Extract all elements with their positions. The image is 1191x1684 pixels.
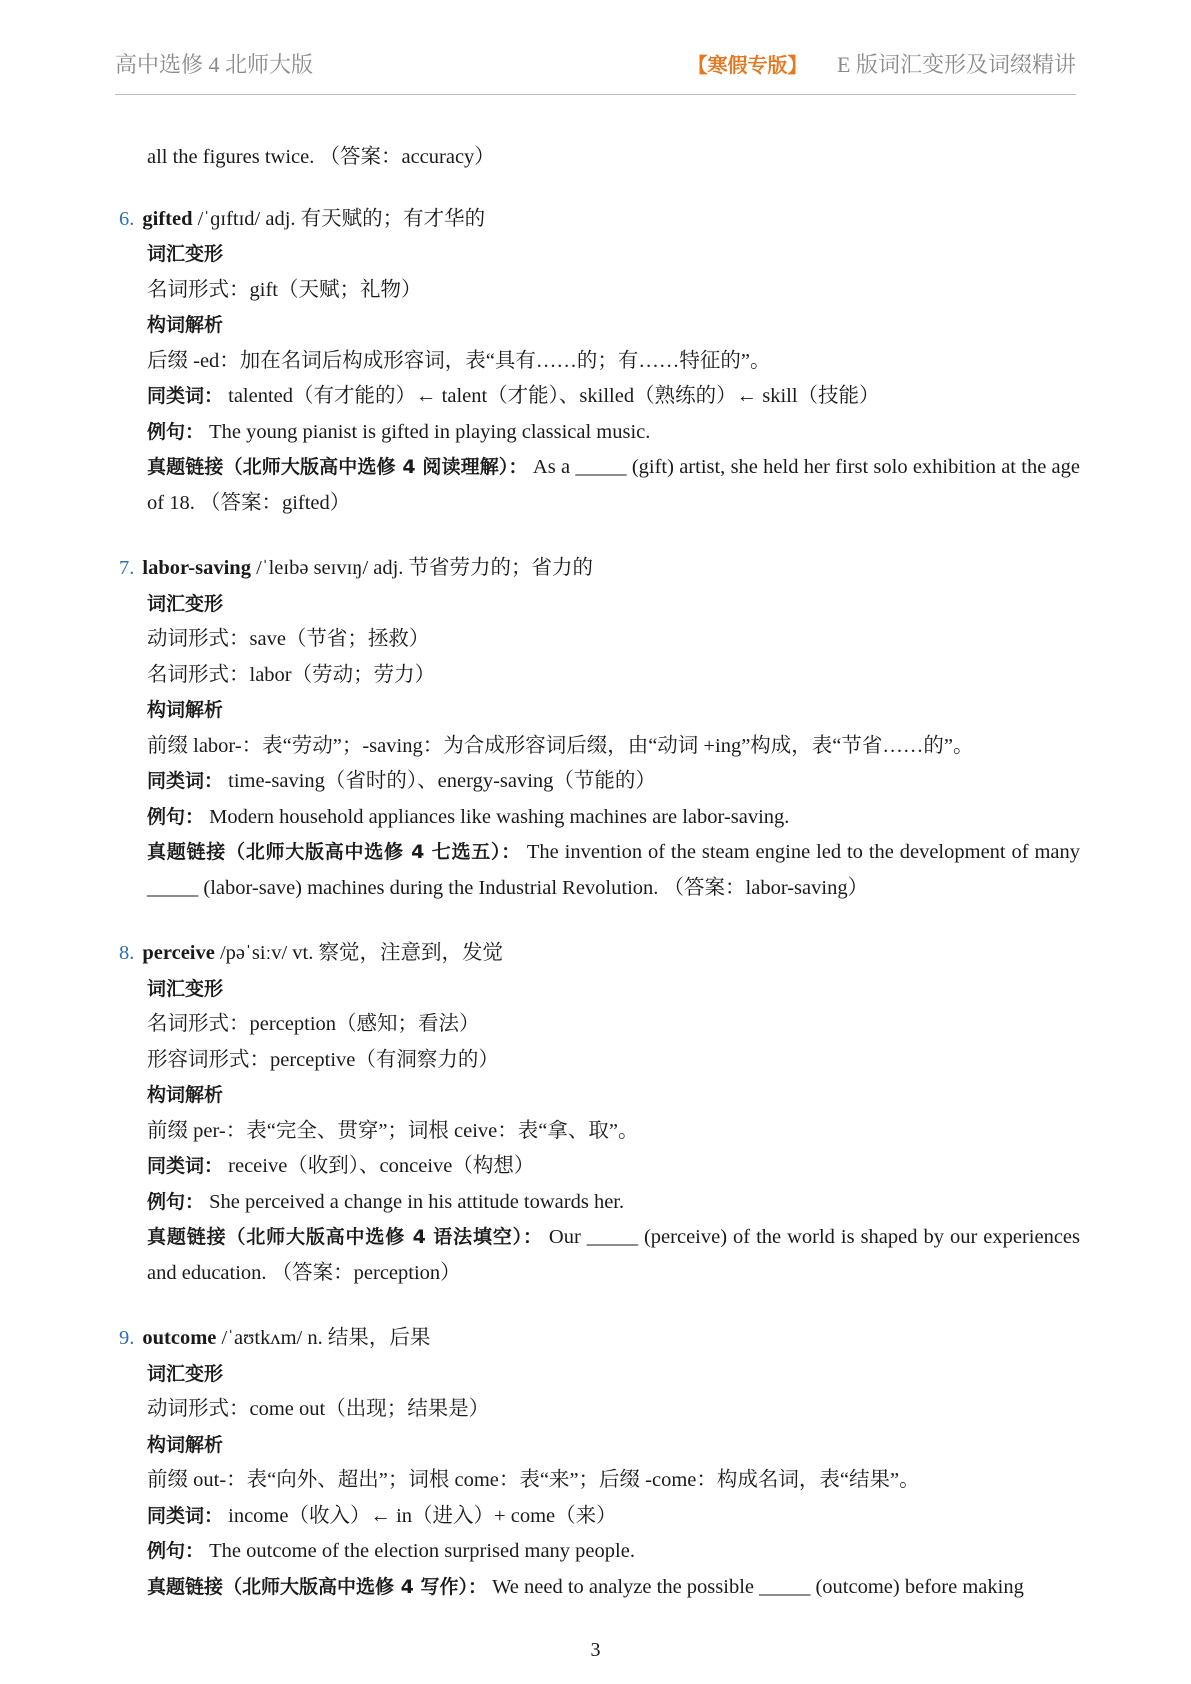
similar-words — [115, 764, 1080, 800]
section-label-analysis: 构词解析 — [147, 1084, 224, 1106]
header-edition-badge: 【寒假专版】 — [687, 53, 808, 77]
entry-headword — [115, 551, 1080, 587]
exam-label: 真题链接（北师大版高中选修 4 阅读理解）： — [147, 456, 528, 478]
vocab-entry-outcome — [115, 1321, 1080, 1605]
entry-headword — [115, 936, 1080, 972]
headword: perceive — [142, 942, 215, 964]
exam-label: 真题链接（北师大版高中选修 4 语法填空）： — [147, 1226, 543, 1248]
similar-text: receive（收到）、conceive（构想） — [223, 1155, 535, 1177]
headword-definition: /pəˈsiːv/ vt. 察觉，注意到，发觉 — [214, 942, 503, 964]
similar-label: 同类词： — [147, 385, 224, 407]
vocab-entry-perceive — [115, 936, 1080, 1291]
example-text: The outcome of the election surprised many people. — [204, 1540, 635, 1562]
entry-headword — [115, 202, 1080, 238]
section-label-analysis: 构词解析 — [147, 1433, 224, 1456]
word-form: 形容词形式：perceptive（有洞察力的） — [147, 1048, 499, 1071]
word-form: 名词形式：gift（天赋；礼物） — [147, 278, 422, 301]
similar-words — [115, 1149, 1080, 1185]
lead-line: all the figures twice. （答案：accuracy） — [147, 146, 495, 168]
header-right — [688, 48, 1076, 79]
similar-words — [115, 379, 1080, 415]
page-number: 3 — [590, 1639, 601, 1661]
example-text: Modern household appliances like washing machines are labor-saving. — [204, 805, 790, 828]
exam-text: The invention of the steam engine led to the development of many _____ (labor-save) machines during the Industrial Revolution. （答案：labor-saving） — [147, 841, 1080, 899]
page-header — [115, 44, 1076, 95]
example-label: 例句： — [147, 420, 205, 443]
word-analysis: 后缀 -ed：加在名词后构成形容词，表“具有……的；有……特征的”。 — [147, 349, 771, 372]
word-analysis: 前缀 labor-：表“劳动”；-saving：为合成形容词后缀，由“动词 +ing”构成，表“节省……的”。 — [147, 734, 974, 757]
headword-definition: /ˈɡɪftɪd/ adj. 有天赋的；有才华的 — [192, 207, 486, 230]
section-label-change: 词汇变形 — [147, 977, 224, 1000]
example-sentence — [115, 1185, 1080, 1221]
word-analysis: 前缀 out-：表“向外、超出”；词根 come：表“来”；后缀 -come：构成名词，表“结果”。 — [147, 1469, 920, 1491]
entry-headword — [115, 1321, 1080, 1357]
example-label: 例句： — [147, 805, 205, 828]
example-sentence — [115, 1534, 1080, 1570]
exam-link — [115, 1220, 1080, 1291]
similar-label: 同类词： — [147, 1155, 224, 1177]
word-analysis: 前缀 per-：表“完全、贯穿”；词根 ceive：表“拿、取”。 — [147, 1119, 639, 1142]
word-form: 名词形式：labor（劳动；劳力） — [147, 663, 436, 686]
header-book-title: 高中选修 4 北师大版 — [115, 52, 314, 77]
example-sentence — [115, 415, 1080, 451]
vocab-entry-labor-saving — [115, 551, 1080, 906]
headword-definition: /ˈleɪbə seɪvɪŋ/ adj. 节省劳力的；省力的 — [250, 557, 594, 579]
example-sentence — [115, 800, 1080, 836]
similar-text: income（收入）← in（进入）+ come（来） — [223, 1504, 617, 1527]
headword: gifted — [142, 207, 193, 230]
word-form: 动词形式：save（节省；拯救） — [147, 628, 430, 650]
example-text: The young pianist is gifted in playing classical music. — [204, 420, 651, 443]
section-label-analysis: 构词解析 — [147, 314, 224, 336]
page-content — [115, 140, 1080, 1635]
example-label: 例句： — [147, 1190, 205, 1213]
header-section-title: E 版词汇变形及词缀精讲 — [837, 52, 1076, 77]
vocab-entry-gifted — [115, 202, 1080, 522]
example-label: 例句： — [147, 1540, 205, 1562]
exam-link — [115, 450, 1080, 521]
word-form: 名词形式：perception（感知；看法） — [147, 1013, 480, 1035]
similar-text: talented（有才能的）← talent（才能）、skilled（熟练的）← skill（技能） — [223, 385, 880, 407]
section-label-analysis: 构词解析 — [147, 699, 224, 721]
word-form: 动词形式：come out（出现；结果是） — [147, 1398, 490, 1420]
similar-label: 同类词： — [147, 770, 224, 792]
exam-label: 真题链接（北师大版高中选修 4 写作）： — [147, 1575, 487, 1598]
headword: outcome — [142, 1327, 217, 1349]
headword-definition: /ˈaʊtkʌm/ n. 结果，后果 — [216, 1327, 431, 1349]
similar-label: 同类词： — [147, 1504, 224, 1527]
entry-number: 6. — [119, 207, 135, 230]
exam-text: Our _____ (perceive) of the world is shaped by our experiences and education. （答案：perception） — [147, 1226, 1081, 1284]
exam-link — [115, 835, 1080, 906]
entry-number: 7. — [119, 557, 135, 579]
entry-number: 8. — [119, 942, 135, 964]
similar-words — [115, 1499, 1080, 1535]
section-label-change: 词汇变形 — [147, 592, 224, 615]
exam-label: 真题链接（北师大版高中选修 4 七选五）： — [147, 841, 522, 863]
exam-text: We need to analyze the possible _____ (outcome) before making — [486, 1575, 1024, 1598]
example-text: She perceived a change in his attitude towards her. — [204, 1190, 625, 1213]
entry-number: 9. — [119, 1327, 135, 1349]
headword: labor-saving — [142, 557, 251, 579]
similar-text: time-saving（省时的）、energy-saving（节能的） — [223, 770, 656, 792]
section-label-change: 词汇变形 — [147, 243, 224, 265]
exam-link — [115, 1570, 1080, 1606]
section-label-change: 词汇变形 — [147, 1362, 224, 1385]
exam-text: As a _____ (gift) artist, she held her first solo exhibition at the age of 18. （答案：gifted） — [147, 456, 1081, 514]
